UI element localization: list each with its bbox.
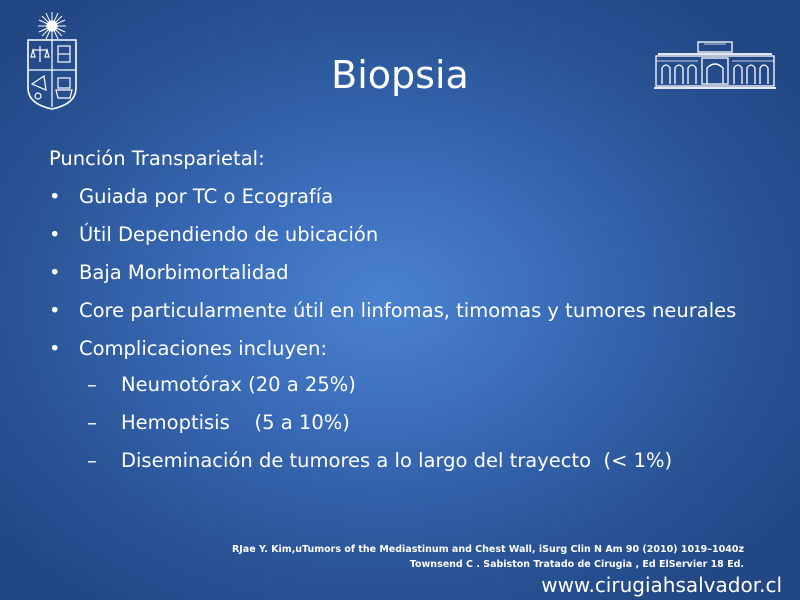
sub-bullet-list <box>49 371 749 475</box>
section-heading: Punción Transparietal: <box>49 147 265 170</box>
sub-bullet-item-pneumothorax: – Neumotórax (20 a 25%) <box>49 371 749 399</box>
bullet-item-location: • Útil Dependiendo de ubicación <box>49 221 749 249</box>
bullet-list <box>49 183 749 475</box>
slide-body <box>49 145 749 485</box>
bullet-item-complications <box>49 335 749 475</box>
website-url: www.cirugiahsalvador.cl <box>541 573 782 597</box>
sub-bullet-item-hemoptysis: – Hemoptisis (5 a 10%) <box>49 409 749 437</box>
reference-line: Townsend C . Sabiston Tratado de Cirugia , Ed ElServier 18 Ed. <box>409 559 744 570</box>
bullet-item-morbidity: • Baja Morbimortalidad <box>49 259 749 287</box>
bullet-item-core: • Core particularmente útil en linfomas, timomas y tumores neurales <box>49 297 749 325</box>
bullet-item-guidance: • Guiada por TC o Ecografía <box>49 183 749 211</box>
sub-bullet-item-dissemination: – Diseminación de tumores a lo largo del trayecto (< 1%) <box>49 447 749 475</box>
references <box>232 542 744 572</box>
slide-title: Biopsia <box>331 53 469 97</box>
bullet-item-complications-label: Complicaciones incluyen: <box>79 337 327 360</box>
reference-line: RJae Y. Kim,uTumors of the Mediastinum and Chest Wall, iSurg Clin N Am 90 (2010) 1019–1040z <box>231 544 744 555</box>
